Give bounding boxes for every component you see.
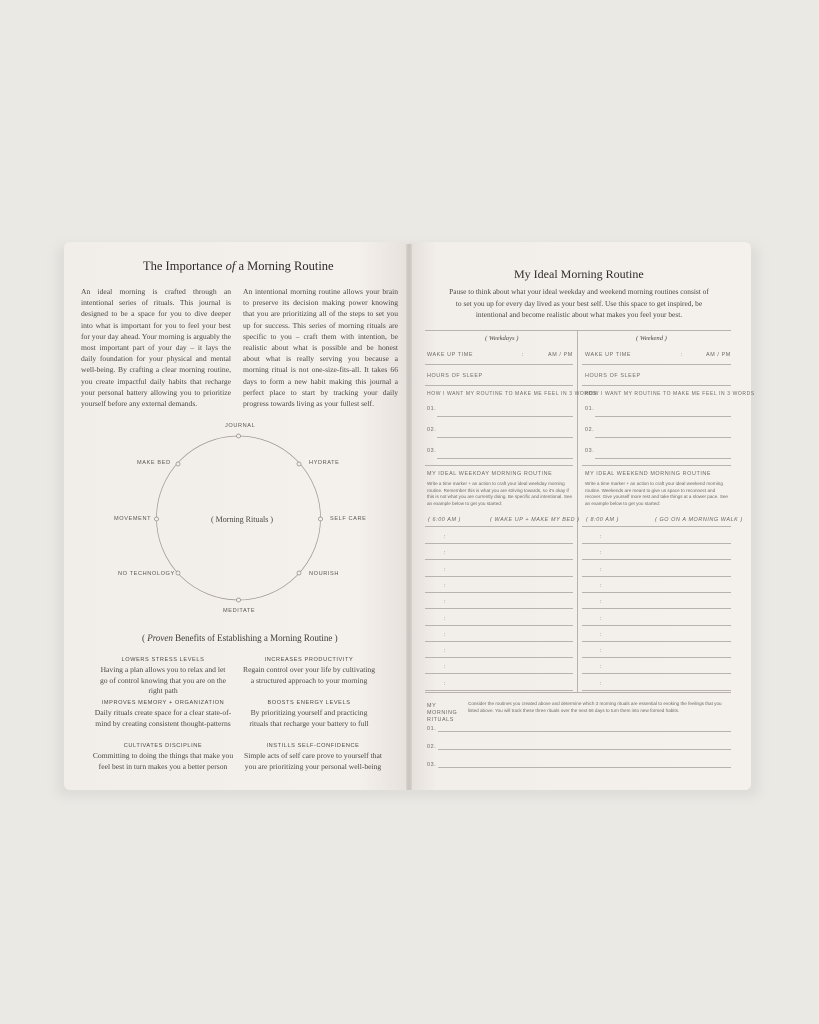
weekday-example-time: ( 6:00 AM ) (428, 517, 462, 523)
routine-line[interactable] (582, 559, 731, 560)
book-spine (406, 244, 412, 790)
weekend-example-action: ( GO ON A MORNING WALK ) (655, 517, 743, 523)
ritual-self-care: SELF CARE (330, 516, 367, 522)
routine-line[interactable] (582, 592, 731, 593)
weekend-feel-words-label: HOW I WANT MY ROUTINE TO MAKE ME FEEL IN 3 WORDS (585, 391, 755, 397)
weekend-hours-sleep-label: HOURS OF SLEEP (585, 373, 641, 379)
benefit-heading: CULTIVATES DISCIPLINE (123, 743, 203, 749)
weekday-routine-label: MY IDEAL WEEKDAY MORNING ROUTINE (427, 471, 553, 477)
intro-column-1: An ideal morning is crafted through an intentional series of rituals. This journal is designed to be a space for you to dive deeper into what is important for you to feel your best for your day ahead. Your morning is arguably the most important part of your day – it lays the daily foundation for your physical and mental well-being. By crafting a clear morning routine, you create impactful daily habits that recharge your personal battery allowing you to prioritize yourself before any external demands. (81, 287, 231, 409)
benefit-heading: LOWERS STRESS LEVELS (121, 657, 205, 663)
center-divider (577, 330, 578, 692)
routine-time-colon: : (600, 648, 603, 655)
routine-line[interactable] (425, 608, 573, 609)
routine-time-colon: : (444, 566, 447, 573)
benefit-instills-confidence (243, 743, 383, 772)
wake-up-label: WAKE UP TIME (427, 352, 474, 358)
routine-line[interactable] (582, 543, 731, 544)
ritual-movement: MOVEMENT (114, 516, 152, 522)
benefit-text: Regain control over your life by cultivating a structured approach to your morning (243, 665, 376, 685)
weekend-wake-up-label: WAKE UP TIME (585, 352, 632, 358)
weekend-word-03: 03. (585, 448, 595, 454)
ritual-nourish: NOURISH (309, 571, 339, 577)
weekday-routine-note: Write a time marker + an action to craft your ideal weekday morning routine. Remember this is what you are striving towards, so it's okay if this is not what you are currently doing. Be specific and intentional. See an example below to get you started: (427, 481, 573, 506)
ritual-meditate: MEDITATE (223, 608, 256, 614)
ritual-node-no-technology (176, 571, 180, 575)
ritual-hydrate: HYDRATE (309, 460, 340, 466)
benefits-title: ( Proven Benefits of Establishing a Morning Routine ) (142, 633, 338, 643)
routine-line[interactable] (425, 690, 573, 691)
ritual-node-hydrate (297, 462, 301, 466)
routine-time-colon: : (600, 550, 603, 557)
routine-time-colon: : (444, 680, 447, 687)
benefit-lowers-stress (97, 657, 229, 697)
word-01: 01. (427, 406, 437, 412)
routine-line[interactable] (425, 625, 573, 626)
routine-time-colon: : (600, 615, 603, 622)
benefit-heading: IMPROVES MEMORY + ORGANIZATION (101, 700, 225, 706)
routine-line[interactable] (582, 608, 731, 609)
routine-line[interactable] (582, 641, 731, 642)
weekdays-heading: ( Weekdays ) (485, 335, 519, 342)
ritual-01[interactable]: 01. (427, 726, 437, 732)
ritual-02[interactable]: 02. (427, 744, 437, 750)
benefit-cultivates-discipline (92, 743, 234, 772)
benefit-text: By prioritizing yourself and practicing rituals that recharge your battery to full (249, 708, 369, 728)
routine-time-colon: : (444, 664, 447, 671)
word-02: 02. (427, 427, 437, 433)
routine-line[interactable] (425, 657, 573, 658)
benefit-text: Simple acts of self care prove to yourself that you are prioritizing your personal well-being (244, 751, 382, 771)
ritual-node-nourish (297, 571, 301, 575)
right-intro: Pause to think about what your ideal weekday and weekend morning routines consist of to set you up for every day lived as your best self. Use this space to get inspired, be intentional and become realistic about what makes you feel your best. (449, 287, 709, 319)
ampm-label: AM / PM (548, 352, 573, 358)
ritual-node-journal (237, 434, 241, 438)
routine-time-colon: : (444, 615, 447, 622)
routine-time-colon: : (600, 599, 603, 606)
routine-line[interactable] (582, 576, 731, 577)
routine-time-colon: : (600, 534, 603, 540)
weekend-example-time: ( 8:00 AM ) (586, 517, 620, 523)
weekend-time-colon: : (681, 352, 684, 358)
routine-time-colon: : (444, 599, 447, 606)
routine-line[interactable] (582, 657, 731, 658)
routine-line[interactable] (425, 559, 573, 560)
routine-line[interactable] (582, 625, 731, 626)
routine-time-colon: : (444, 648, 447, 655)
routine-line[interactable] (582, 673, 731, 674)
time-colon: : (522, 352, 525, 358)
benefit-heading: INSTILLS SELF-CONFIDENCE (266, 743, 360, 749)
my-rituals-note: Consider the routines you created above and determine which 3 morning rituals are essential to evoking the feelings that you listed above. You will track these three rituals over the next 66 days to turn them into new formed habits. (468, 701, 722, 713)
weekday-example-action: ( WAKE UP + MAKE MY BED ) (490, 517, 580, 523)
benefit-improves-memory (88, 700, 238, 729)
ritual-node-meditate (237, 598, 241, 602)
weekend-ampm-label: AM / PM (706, 352, 731, 358)
routine-time-colon: : (444, 534, 447, 540)
ritual-node-make-bed (176, 462, 180, 466)
routine-time-colon: : (600, 631, 603, 638)
my-rituals-label: MY MORNING RITUALS (427, 703, 458, 723)
weekend-heading: ( Weekend ) (636, 335, 667, 342)
ritual-03[interactable]: 03. (427, 762, 437, 768)
routine-time-colon: : (444, 582, 447, 589)
routine-line[interactable] (425, 673, 573, 674)
benefit-heading: INCREASES PRODUCTIVITY (264, 657, 354, 663)
ritual-journal: JOURNAL (225, 423, 256, 429)
benefit-text: Daily rituals create space for a clear state-of-mind by creating consistent thought-patterns (94, 708, 232, 728)
circle-center-label: ( Morning Rituals ) (211, 515, 273, 524)
right-page-title: My Ideal Morning Routine (514, 267, 644, 281)
benefit-heading: BOOSTS ENERGY LEVELS (267, 700, 351, 706)
routine-line[interactable] (425, 576, 573, 577)
benefit-text: Committing to doing the things that make you feel best in turn makes you a better person (92, 751, 234, 771)
divider (425, 330, 731, 331)
benefit-text: Having a plan allows you to relax and let go of control knowing that you are on the right path (99, 665, 227, 695)
ritual-no-technology: NO TECHNOLOGY (118, 571, 175, 577)
routine-time-colon: : (600, 664, 603, 671)
ritual-node-self-care (319, 517, 323, 521)
intro-column-2: An intentional morning routine allows your brain to preserve its decision making power knowing that you are prioritizing all of the steps to set you up for success. This series of morning rituals are specific to you – craft them with intention, be realistic about what is possible and be honest about what is really serving you because a morning ritual is not one-size-fits-all. It takes 66 days to form a new habit making this journal a perfect place to start by tracking your daily progress towards living as your fullest self. (243, 287, 398, 409)
routine-time-colon: : (444, 631, 447, 638)
benefit-increases-productivity (243, 657, 375, 686)
routine-line[interactable] (425, 641, 573, 642)
routine-line[interactable] (425, 543, 573, 544)
feel-words-label: HOW I WANT MY ROUTINE TO MAKE ME FEEL IN 3 WORDS (427, 391, 597, 397)
left-page-title: The Importance of a Morning Routine (143, 259, 334, 273)
weekend-routine-note: Write a time marker + an action to craft your ideal weekend morning routine. Weekends are meant to give us space to reconnect and recover. Give yourself more rest and take things at a slower pace. See an example below to get you started: (585, 481, 728, 506)
routine-time-colon: : (444, 550, 447, 557)
ritual-node-movement (155, 517, 159, 521)
weekend-word-01: 01. (585, 406, 595, 412)
routine-time-colon: : (600, 582, 603, 589)
word-03: 03. (427, 448, 437, 454)
routine-time-colon: : (600, 680, 603, 687)
ritual-make-bed: MAKE BED (137, 460, 171, 466)
routine-line[interactable] (425, 592, 573, 593)
routine-time-colon: : (600, 566, 603, 573)
weekend-word-02: 02. (585, 427, 595, 433)
hours-sleep-label: HOURS OF SLEEP (427, 373, 483, 379)
divider (425, 692, 731, 693)
weekend-routine-label: MY IDEAL WEEKEND MORNING ROUTINE (585, 471, 712, 477)
routine-line[interactable] (582, 690, 731, 691)
benefit-boosts-energy (243, 700, 375, 729)
